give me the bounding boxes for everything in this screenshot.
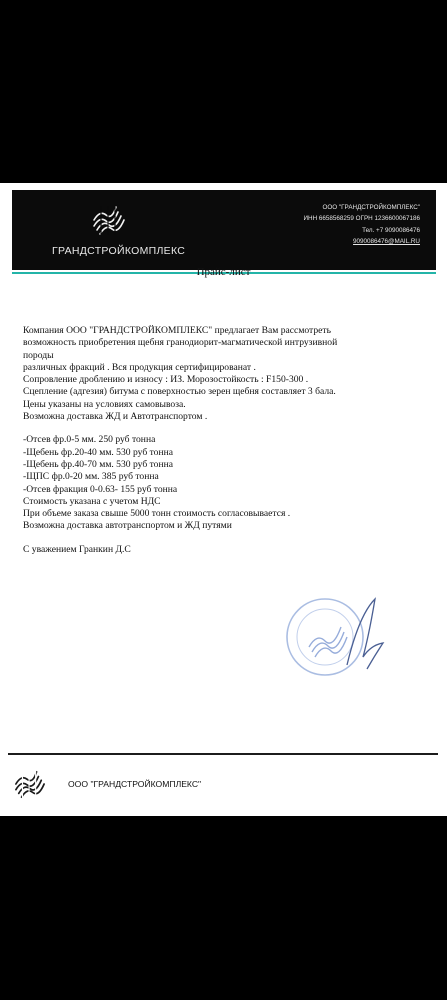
footer-line: [8, 753, 438, 755]
price-line: Возможна доставка автотранспортом и ЖД путями: [23, 520, 232, 532]
brand-name: ГРАНДСТРОЙКОМПЛЕКС: [52, 245, 186, 257]
price-line: -Щебень фр.20-40 мм. 530 руб тонна: [23, 446, 173, 458]
body-line: Сцепление (адгезия) битума с поверхностью зерен щебня составляет 3 бала.: [23, 386, 336, 398]
wave-grid-logo-icon: [14, 768, 46, 800]
document-title: Прайс-лист: [196, 266, 251, 278]
wave-grid-logo-icon: [92, 204, 126, 236]
body-line: породы: [23, 349, 54, 361]
body-line: Компания ООО "ГРАНДСТРОЙКОМПЛЕКС" предлагает Вам рассмотреть: [23, 325, 331, 336]
price-line: -ЩПС фр.0-20 мм. 385 руб тонна: [23, 471, 159, 483]
footer-company-name: ООО "ГРАНДСТРОЙКОМПЛЕКС": [68, 779, 202, 789]
email-link[interactable]: 9090086476@MAIL.RU: [353, 238, 420, 246]
price-line: Стоимость указана с учетом НДС: [23, 495, 161, 507]
registration-numbers: ИНН 6658568259 ОГРН 1236600067186: [303, 215, 420, 223]
signature-line: С уважением Гранкин Д.С: [23, 543, 131, 555]
price-line: -Отсев фракция 0-0.63- 155 руб тонна: [23, 483, 178, 495]
price-line: -Отсев фр.0-5 мм. 250 руб тонна: [23, 434, 156, 446]
company-stamp-icon: [275, 595, 397, 690]
body-line: Возможна доставка ЖД и Автотранспортом .: [23, 411, 208, 423]
letter-body: [23, 325, 433, 556]
body-line: Сопровление дроблению и износу : ИЗ. Морозостойкость : F150-300 .: [23, 374, 309, 386]
body-line: Цены указаны на условиях самовывоза.: [23, 398, 186, 410]
contact-block: [304, 202, 420, 248]
phone-number: Тел. +7 9090086476: [362, 226, 420, 234]
body-line: различных фракций . Вся продукция сертифицированат .: [23, 361, 256, 373]
price-line: При объеме заказа свыше 5000 тонн стоимость согласовывается .: [23, 508, 291, 520]
company-name: ООО "ГРАНДСТРОЙКОМПЛЕКС": [322, 204, 420, 211]
letterhead-header: [12, 190, 436, 270]
price-line: -Щебень фр.40-70 мм. 530 руб тонна: [23, 458, 173, 470]
body-line: возможность приобретения щебня гранодиорит-магматической интрузивной: [23, 337, 338, 349]
